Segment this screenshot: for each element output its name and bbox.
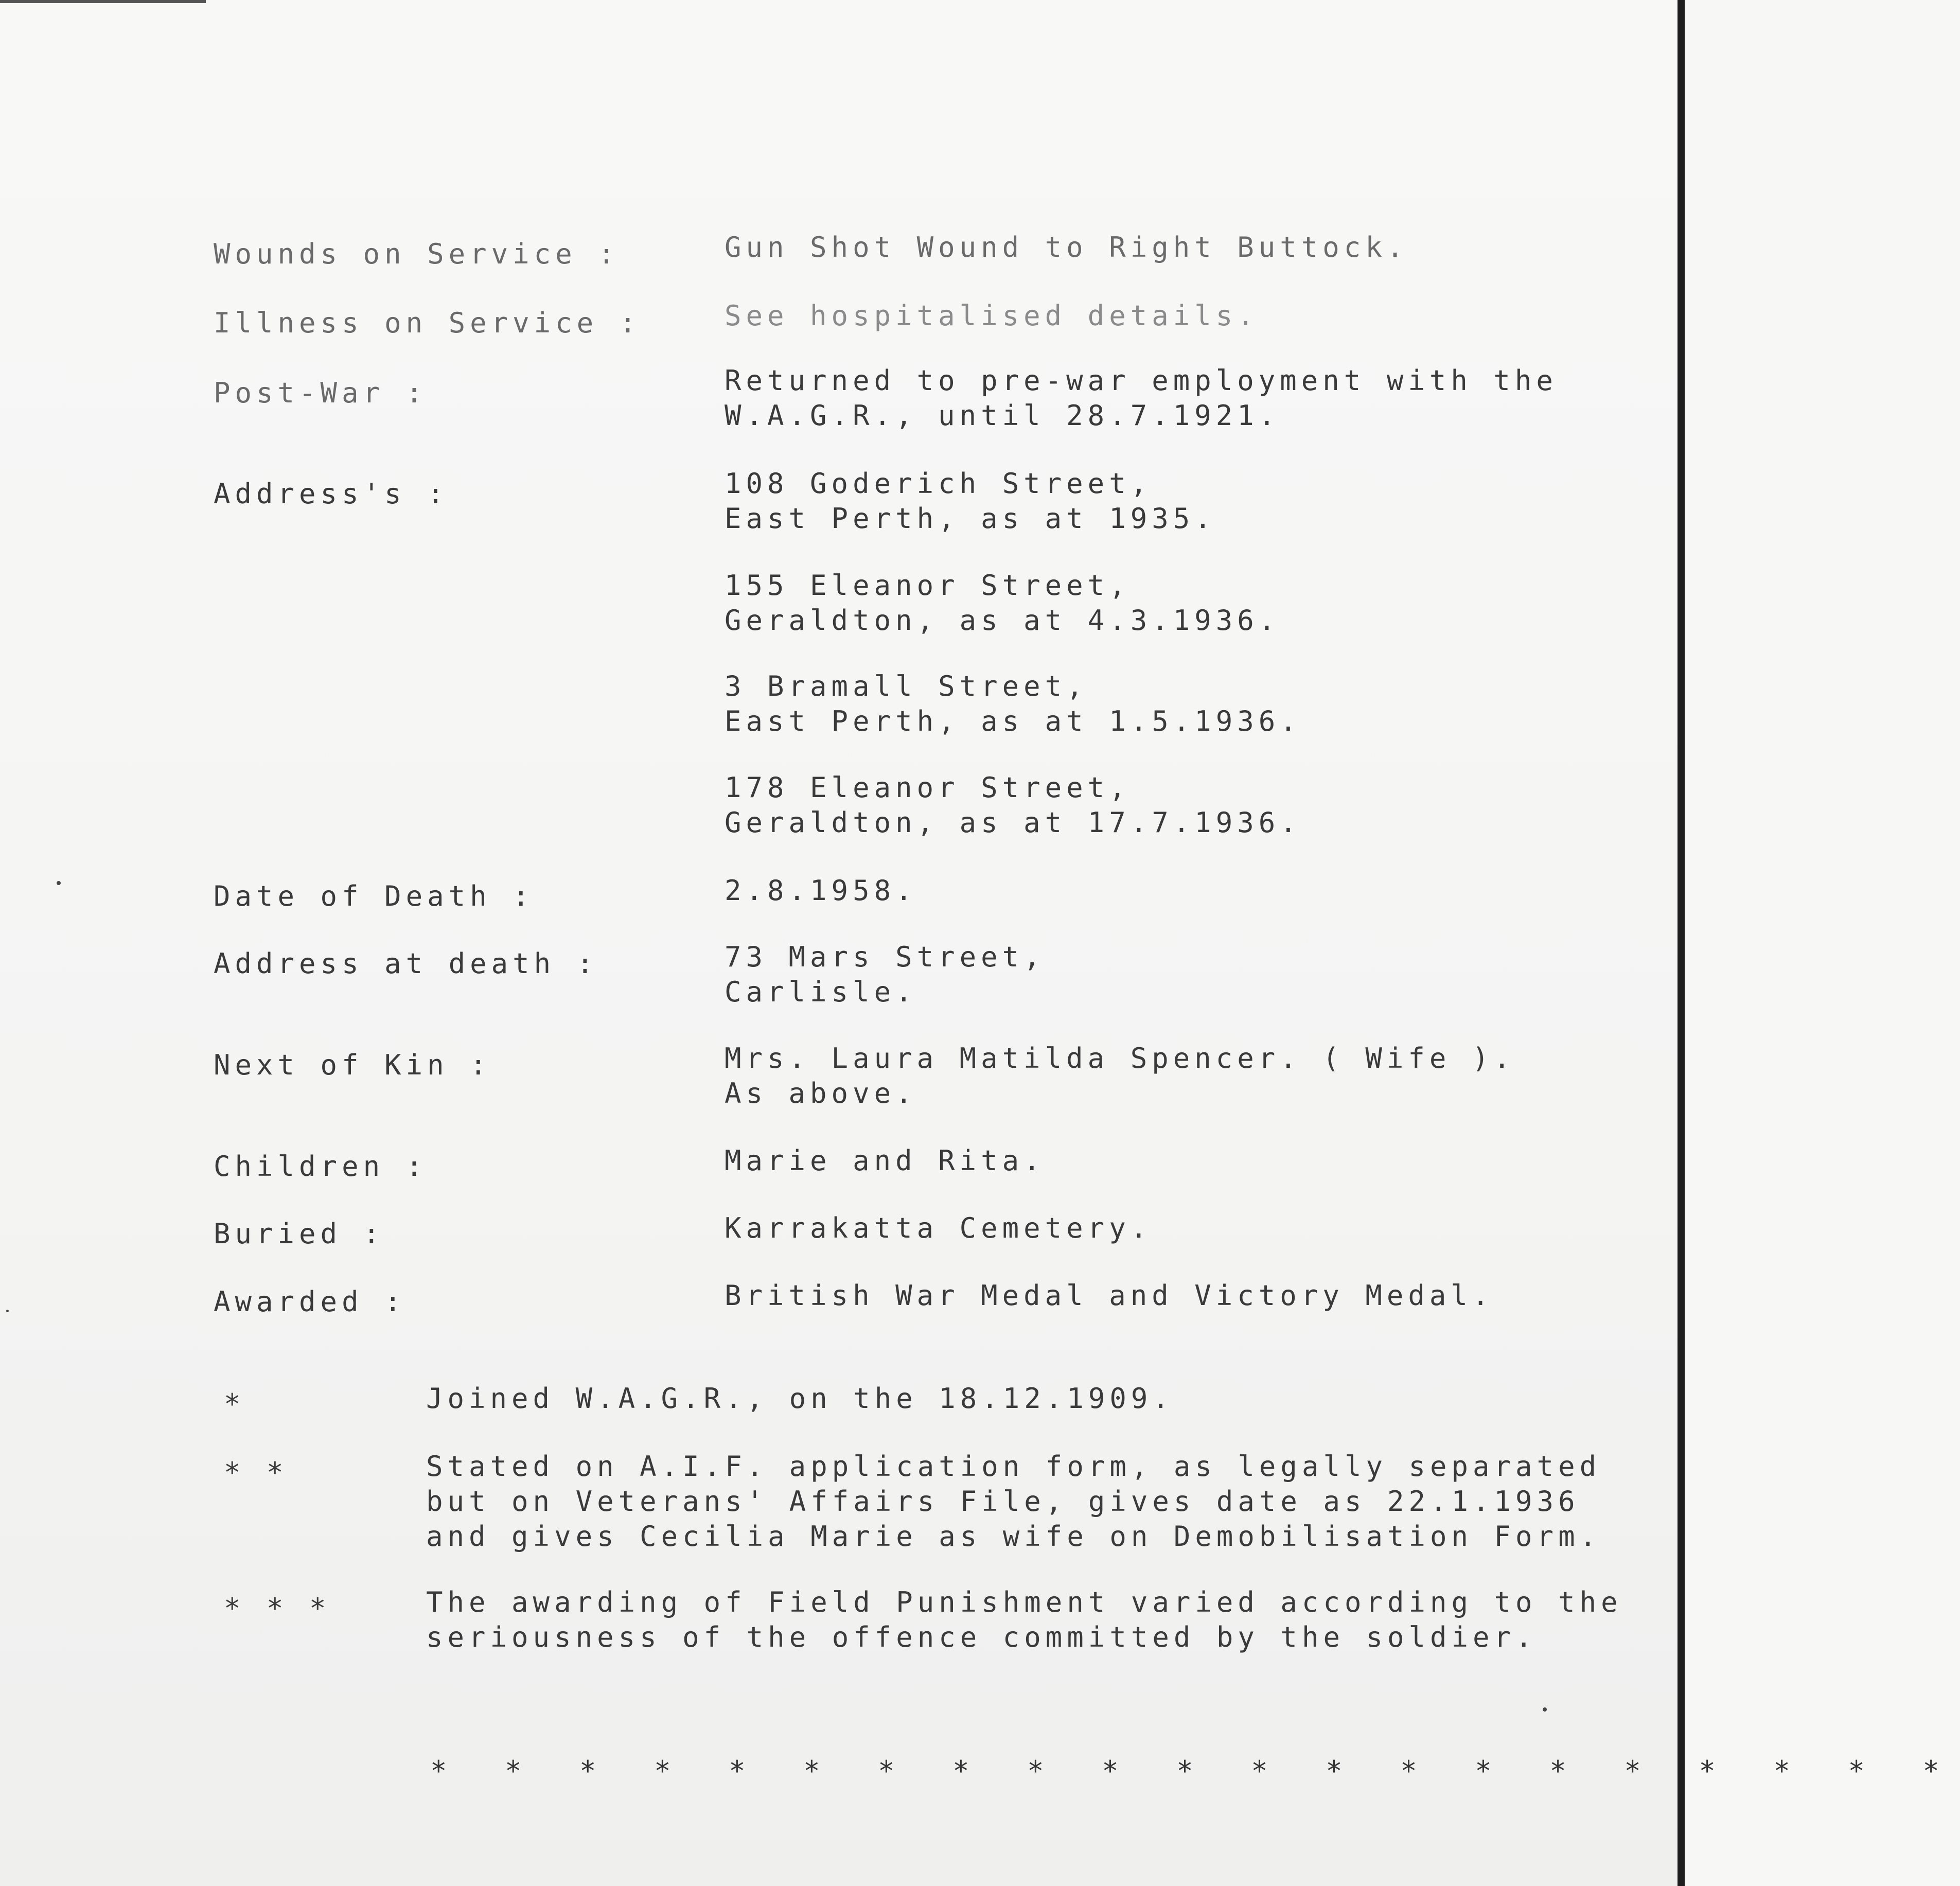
field-label-post-war: Post-War : bbox=[214, 377, 428, 409]
field-value-buried: Karrakatta Cemetery. bbox=[725, 1212, 1152, 1244]
field-label-wounds: Wounds on Service : bbox=[214, 238, 620, 270]
scan-edge-top bbox=[0, 0, 206, 3]
field-value-illness: See hospitalised details. bbox=[725, 299, 1259, 332]
field-value-address-at-death: 73 Mars Street, Carlisle. bbox=[725, 941, 1045, 1008]
field-label-addresses: Address's : bbox=[214, 478, 449, 510]
footer-asterisk-rule: * * * * * * * * * * * * * * * * * * * * * bbox=[430, 1755, 1960, 1787]
field-label-awarded: Awarded : bbox=[214, 1285, 406, 1318]
field-value-date-of-death: 2.8.1958. bbox=[725, 874, 917, 907]
field-value-children: Marie and Rita. bbox=[725, 1144, 1045, 1177]
footnote-marker: * * * bbox=[224, 1592, 331, 1625]
scan-speck bbox=[6, 1310, 9, 1312]
field-value-post-war: Returned to pre-war employment with the W.A.G.R., until 28.7.1921. bbox=[725, 364, 1558, 432]
scan-speck bbox=[57, 881, 61, 885]
field-label-date-of-death: Date of Death : bbox=[214, 880, 534, 912]
address-entry: 108 Goderich Street, East Perth, as at 1935. bbox=[725, 467, 1216, 535]
address-entry: 178 Eleanor Street, Geraldton, as at 17.7.1936. bbox=[725, 771, 1301, 839]
address-entry: 155 Eleanor Street, Geraldton, as at 4.3.1936. bbox=[725, 569, 1280, 637]
scan-speck bbox=[1543, 1707, 1547, 1712]
field-label-address-at-death: Address at death : bbox=[214, 947, 598, 980]
footnote-text: Joined W.A.G.R., on the 18.12.1909. bbox=[426, 1382, 1174, 1415]
scan-edge-right bbox=[1678, 0, 1685, 1886]
field-value-awarded: British War Medal and Victory Medal. bbox=[725, 1279, 1494, 1312]
field-label-illness: Illness on Service : bbox=[214, 307, 641, 339]
field-value-next-of-kin: Mrs. Laura Matilda Spencer. ( Wife ). As above. bbox=[725, 1042, 1515, 1109]
field-label-buried: Buried : bbox=[214, 1218, 385, 1250]
field-label-next-of-kin: Next of Kin : bbox=[214, 1049, 491, 1081]
address-entry: 3 Bramall Street, East Perth, as at 1.5.1936. bbox=[725, 670, 1301, 737]
field-value-wounds: Gun Shot Wound to Right Buttock. bbox=[725, 231, 1408, 263]
footnote-marker: * bbox=[224, 1388, 245, 1420]
footnote-marker: * * bbox=[224, 1456, 288, 1489]
footnote-text: Stated on A.I.F. application form, as legally separated but on Veterans' Affairs File, gives date as 22.1.1936 and gives Cecilia Marie as wife on Demobilisation Form. bbox=[426, 1450, 1601, 1553]
field-label-children: Children : bbox=[214, 1150, 428, 1183]
footnote-text: The awarding of Field Punishment varied according to the seriousness of the offence committed by the soldier. bbox=[426, 1586, 1622, 1653]
